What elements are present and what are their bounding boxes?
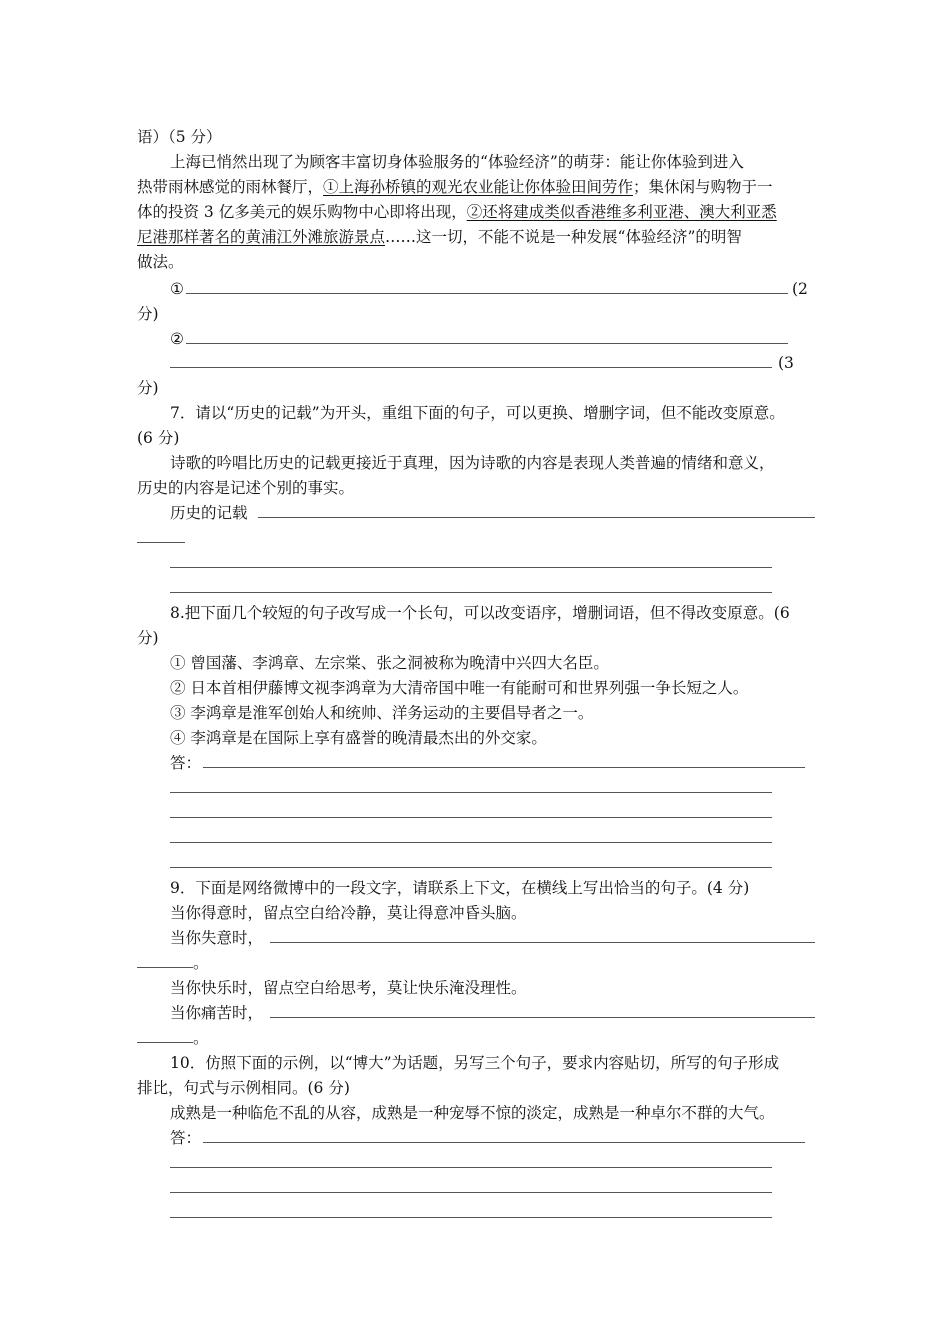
q9-line-4: 当你痛苦时，	[170, 1004, 264, 1022]
q9-answer-1-end	[137, 951, 209, 976]
q10-answer-line-3[interactable]	[170, 1192, 772, 1193]
q8-answer-line-5[interactable]	[170, 867, 772, 868]
q6-passage-line-5: 做法。	[137, 253, 184, 271]
q10-answer-line-1[interactable]	[203, 1142, 805, 1143]
q6-passage-text: ；集休闲与购物于一	[633, 178, 773, 196]
q6-underlined-sentence-2-cont: 尼港那样著名的黄浦江外滩旅游景点	[137, 228, 386, 246]
q6-answer-2-score: (3	[778, 354, 794, 372]
q6-answer-2-line-1[interactable]	[186, 343, 788, 344]
q8-answer-line-1[interactable]	[203, 767, 805, 768]
q6-passage-line-1: 上海已悄然出现了为顾客丰富切身体验服务的“体验经济”的萌芽：能让你体验到进入	[170, 153, 744, 171]
q8-item-4: ④ 李鸿章是在国际上享有盛誉的晚清最杰出的外交家。	[170, 729, 547, 747]
q10-answer-line-4[interactable]	[170, 1217, 772, 1218]
q6-answer-1-score-tail: 分)	[137, 305, 159, 323]
q6-passage-line-3	[137, 200, 777, 225]
q8-item-1: ① 曾国藩、李鸿章、左宗棠、张之洞被称为晚清中兴四大名臣。	[170, 654, 609, 672]
q6-passage-text: 热带雨林感觉的雨林餐厅，	[137, 178, 324, 196]
q10-prompt-line-2: 排比，句式与示例相同。(6 分)	[137, 1079, 350, 1097]
q10-example: 成熟是一种临危不乱的从容，成熟是一种宠辱不惊的淡定，成熟是一种卓尔不群的大气。	[170, 1104, 775, 1122]
q9-answer-line-1[interactable]	[270, 942, 815, 943]
q6-passage-text: 体的投资 3 亿多美元的娱乐购物中心即将出现，	[137, 203, 467, 221]
q10-answer-label: 答：	[170, 1129, 202, 1147]
q9-period: 。	[193, 954, 209, 972]
q6-intro-tail: 语）（5 分）	[137, 128, 222, 146]
q9-answer-2-end	[137, 1026, 209, 1051]
q6-underlined-sentence-2: ②还将建成类似香港维多利亚港、澳大利亚悉	[466, 203, 777, 221]
q7-prompt-score: (6 分)	[137, 429, 180, 447]
q6-answer-2-line-2[interactable]	[170, 367, 772, 368]
q9-prompt: 9．下面是网络微博中的一段文字，请联系上下文，在横线上写出恰当的句子。(4 分)	[170, 879, 750, 897]
q6-answer-1-marker: ①	[170, 280, 184, 298]
q7-source-line-1: 诗歌的吟唱比历史的记载更接近于真理，因为诗歌的内容是表现人类普遍的情绪和意义，	[170, 454, 775, 472]
q7-answer-line-1[interactable]	[258, 517, 815, 518]
q7-answer-line-2[interactable]	[137, 542, 185, 543]
q6-underlined-sentence-1: ①上海孙桥镇的观光农业能让你体验田间劳作	[323, 178, 634, 196]
q9-period: 。	[193, 1029, 209, 1047]
q6-passage-text: ……这一切，不能不说是一种发展“体验经济”的明智	[385, 228, 742, 246]
q10-prompt: 10．仿照下面的示例，以“博大”为话题，另写三个句子，要求内容贴切，所写的句子形成	[170, 1054, 780, 1072]
q10-answer-line-2[interactable]	[170, 1167, 772, 1168]
q7-source-line-2: 历史的内容是记述个别的事实。	[137, 479, 355, 497]
q6-answer-1-score: (2	[792, 280, 808, 298]
q6-answer-2-score-tail: 分)	[137, 379, 159, 397]
q8-item-2: ② 日本首相伊藤博文视李鸿章为大清帝国中唯一有能耐可和世界列强一争长短之人。	[170, 679, 749, 697]
q9-answer-line-1-cont[interactable]	[137, 953, 193, 968]
q8-answer-line-2[interactable]	[170, 792, 772, 793]
q9-answer-line-2[interactable]	[270, 1017, 815, 1018]
q7-answer-line-4[interactable]	[170, 592, 772, 593]
q9-line-2: 当你失意时，	[170, 929, 264, 947]
q8-prompt: 8.把下面几个较短的句子改写成一个长句，可以改变语序，增删词语，但不得改变原意。(6	[170, 604, 790, 622]
q9-line-3: 当你快乐时，留点空白给思考，莫让快乐淹没理性。	[170, 979, 527, 997]
q6-answer-1-line[interactable]	[186, 293, 788, 294]
q8-item-3: ③ 李鸿章是淮军创始人和统帅、洋务运动的主要倡导者之一。	[170, 704, 594, 722]
q6-passage-line-2	[137, 175, 773, 200]
q7-prompt: 7．请以“历史的记载”为开头，重组下面的句子，可以更换、增删字词，但不能改变原意。	[170, 404, 785, 422]
q8-answer-line-4[interactable]	[170, 842, 772, 843]
q6-passage-line-4	[137, 225, 742, 250]
q8-prompt-score: 分)	[137, 629, 159, 647]
q7-answer-lead: 历史的记载	[170, 504, 248, 522]
q9-answer-line-2-cont[interactable]	[137, 1028, 193, 1043]
q8-answer-line-3[interactable]	[170, 817, 772, 818]
q8-answer-label: 答：	[170, 754, 202, 772]
q9-line-1: 当你得意时，留点空白给冷静，莫让得意冲昏头脑。	[170, 904, 527, 922]
q7-answer-line-3[interactable]	[170, 567, 772, 568]
q6-answer-2-marker: ②	[170, 330, 184, 348]
